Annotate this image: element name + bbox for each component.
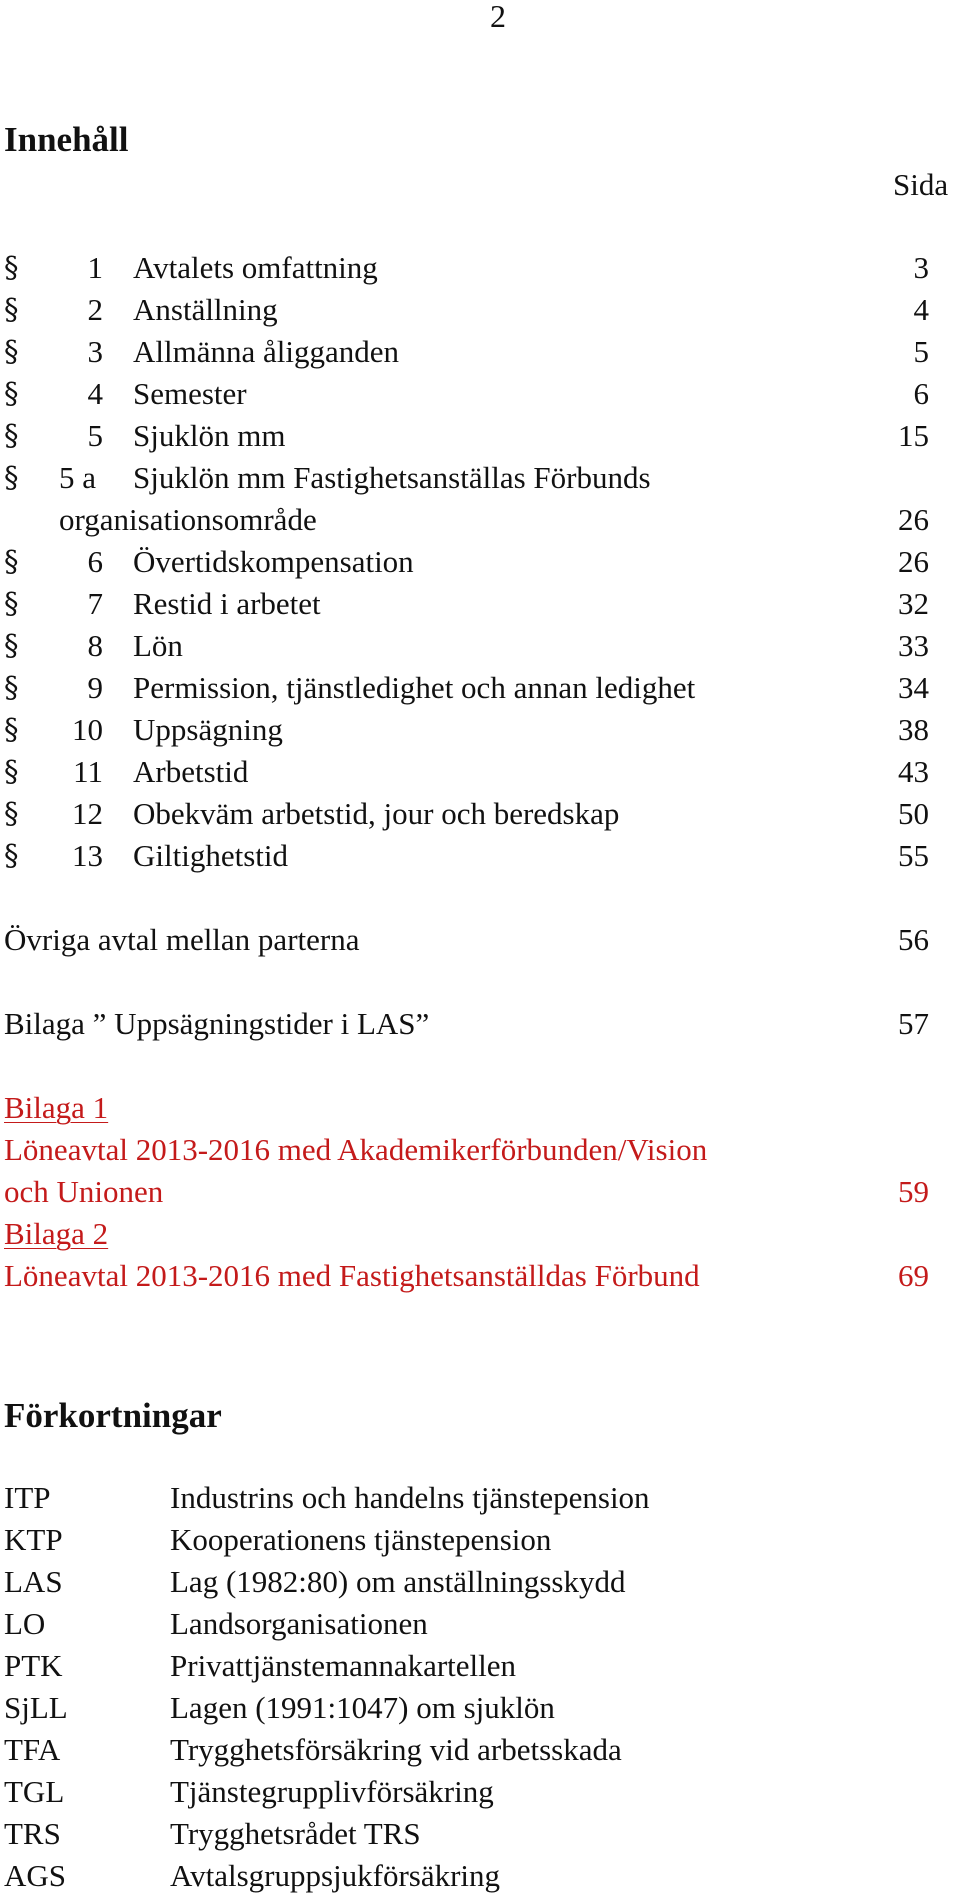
section-sign-icon: §	[4, 418, 19, 452]
toc-entry-12	[0, 796, 935, 838]
bilaga-1-page: 59	[898, 1174, 929, 1209]
abbreviations-heading: Förkortningar	[4, 1396, 222, 1435]
section-page: 34	[898, 670, 929, 705]
section-number: 13	[72, 838, 103, 873]
section-sign-icon: §	[4, 292, 19, 326]
section-sign-icon: §	[4, 796, 19, 830]
section-title: Uppsägning	[133, 712, 283, 747]
section-title: Permission, tjänstledighet och annan ledighet	[133, 670, 696, 705]
abbreviation-meaning: Trygghetsrådet TRS	[170, 1816, 421, 1851]
bilaga-1-label: Bilaga 1	[4, 1090, 109, 1125]
section-number: 12	[72, 796, 103, 831]
section-sign-icon: §	[4, 334, 19, 368]
section-sign-icon: §	[4, 250, 19, 284]
section-page: 32	[898, 586, 929, 621]
toc-entry-other-agreements	[0, 922, 935, 964]
section-number: 3	[87, 334, 103, 369]
section-number: 2	[87, 292, 103, 327]
toc-entry-5a	[0, 460, 935, 502]
bilaga-1-title-line1: Löneavtal 2013-2016 med Akademikerförbunden/Vision	[4, 1132, 708, 1167]
section-sign-icon: §	[4, 712, 19, 746]
section-number: 10	[72, 712, 103, 747]
abbreviation-row	[0, 1732, 960, 1774]
abbreviation-row	[0, 1648, 960, 1690]
section-page: 5	[913, 334, 929, 369]
abbreviation: PTK	[4, 1648, 63, 1683]
section-title: Avtalets omfattning	[133, 250, 378, 285]
section-title: Anställning	[133, 292, 278, 327]
bilaga-2-label-row	[0, 1216, 935, 1258]
abbreviation-meaning: Privattjänstemannakartellen	[170, 1648, 517, 1683]
toc-entry-7	[0, 586, 935, 628]
abbreviation: TGL	[4, 1774, 65, 1809]
abbreviation: ITP	[4, 1480, 51, 1515]
abbreviation: AGS	[4, 1858, 67, 1893]
toc-entry-1	[0, 250, 935, 292]
abbreviation-meaning: Tjänstegrupplivförsäkring	[170, 1774, 494, 1809]
bilaga-1-label-row	[0, 1090, 935, 1132]
section-number: 5 a	[59, 460, 97, 495]
bilaga-2-label: Bilaga 2	[4, 1216, 109, 1251]
bilaga-2-title: Löneavtal 2013-2016 med Fastighetsanställdas Förbund	[4, 1258, 700, 1293]
section-sign-icon: §	[4, 460, 19, 494]
section-title-continuation: organisationsområde	[59, 502, 317, 537]
toc-entry-3	[0, 334, 935, 376]
abbreviation-row	[0, 1858, 960, 1900]
bilaga-1-line2-row	[0, 1174, 935, 1216]
abbreviation: SjLL	[4, 1690, 68, 1725]
abbreviation-row	[0, 1522, 960, 1564]
entry-title: Övriga avtal mellan parterna	[4, 922, 360, 957]
toc-entry-5a-continuation	[0, 502, 935, 544]
abbreviation-meaning: Lag (1982:80) om anställningsskydd	[170, 1564, 626, 1599]
toc-entry-2	[0, 292, 935, 334]
section-page: 6	[913, 376, 929, 411]
abbreviation-meaning: Kooperationens tjänstepension	[170, 1522, 552, 1557]
section-sign-icon: §	[4, 754, 19, 788]
abbreviation-meaning: Landsorganisationen	[170, 1606, 428, 1641]
abbreviation: TRS	[4, 1816, 61, 1851]
abbreviation: LO	[4, 1606, 46, 1641]
section-title: Sjuklön mm Fastighetsanställas Förbunds	[133, 460, 651, 495]
entry-page: 57	[898, 1006, 929, 1041]
page-column-label: Sida	[893, 167, 949, 202]
bilaga-1-line1-row	[0, 1132, 935, 1174]
abbreviation-meaning: Industrins och handelns tjänstepension	[170, 1480, 650, 1515]
bilaga-2-page: 69	[898, 1258, 929, 1293]
abbreviation-meaning: Trygghetsförsäkring vid arbetsskada	[170, 1732, 622, 1767]
section-page: 26	[898, 502, 929, 537]
section-title: Arbetstid	[133, 754, 249, 789]
toc-entry-las-appendix	[0, 1006, 935, 1048]
section-sign-icon: §	[4, 544, 19, 578]
toc-entry-4	[0, 376, 935, 418]
section-title: Obekväm arbetstid, jour och beredskap	[133, 796, 620, 831]
toc-entry-8	[0, 628, 935, 670]
section-title: Giltighetstid	[133, 838, 288, 873]
abbreviation: TFA	[4, 1732, 61, 1767]
abbreviation-meaning: Avtalsgruppsjukförsäkring	[170, 1858, 501, 1893]
section-title: Allmänna åligganden	[133, 334, 399, 369]
abbreviation: KTP	[4, 1522, 63, 1557]
abbreviation-meaning: Lagen (1991:1047) om sjuklön	[170, 1690, 555, 1725]
section-number: 9	[87, 670, 103, 705]
section-number: 6	[87, 544, 103, 579]
abbreviation: LAS	[4, 1564, 63, 1599]
section-number: 8	[87, 628, 103, 663]
toc-heading: Innehåll	[4, 120, 129, 159]
section-page: 26	[898, 544, 929, 579]
entry-page: 56	[898, 922, 929, 957]
section-page: 15	[898, 418, 929, 453]
section-page: 43	[898, 754, 929, 789]
section-sign-icon: §	[4, 586, 19, 620]
section-number: 5	[87, 418, 103, 453]
page-number: 2	[490, 0, 506, 34]
entry-title: Bilaga ” Uppsägningstider i LAS”	[4, 1006, 430, 1041]
section-page: 3	[913, 250, 929, 285]
toc-entry-11	[0, 754, 935, 796]
section-page: 38	[898, 712, 929, 747]
section-number: 4	[87, 376, 103, 411]
section-title: Sjuklön mm	[133, 418, 286, 453]
bilaga-2-line1-row	[0, 1258, 935, 1300]
section-sign-icon: §	[4, 376, 19, 410]
section-number: 1	[87, 250, 103, 285]
abbreviation-row	[0, 1564, 960, 1606]
toc-entry-5	[0, 418, 935, 460]
toc-entry-10	[0, 712, 935, 754]
section-title: Lön	[133, 628, 183, 663]
section-page: 50	[898, 796, 929, 831]
section-title: Restid i arbetet	[133, 586, 321, 621]
section-title: Semester	[133, 376, 247, 411]
abbreviation-row	[0, 1480, 960, 1522]
toc-entry-6	[0, 544, 935, 586]
section-title: Övertidskompensation	[133, 544, 414, 579]
section-sign-icon: §	[4, 670, 19, 704]
section-page: 33	[898, 628, 929, 663]
abbreviation-row	[0, 1816, 960, 1858]
section-number: 7	[87, 586, 103, 621]
section-page: 55	[898, 838, 929, 873]
abbreviation-row	[0, 1606, 960, 1648]
section-sign-icon: §	[4, 838, 19, 872]
toc-entry-13	[0, 838, 935, 880]
section-sign-icon: §	[4, 628, 19, 662]
section-number: 11	[73, 754, 103, 789]
toc-entry-9	[0, 670, 935, 712]
bilaga-1-title-line2: och Unionen	[4, 1174, 164, 1209]
abbreviation-row	[0, 1774, 960, 1816]
section-page: 4	[913, 292, 929, 327]
abbreviation-row	[0, 1690, 960, 1732]
